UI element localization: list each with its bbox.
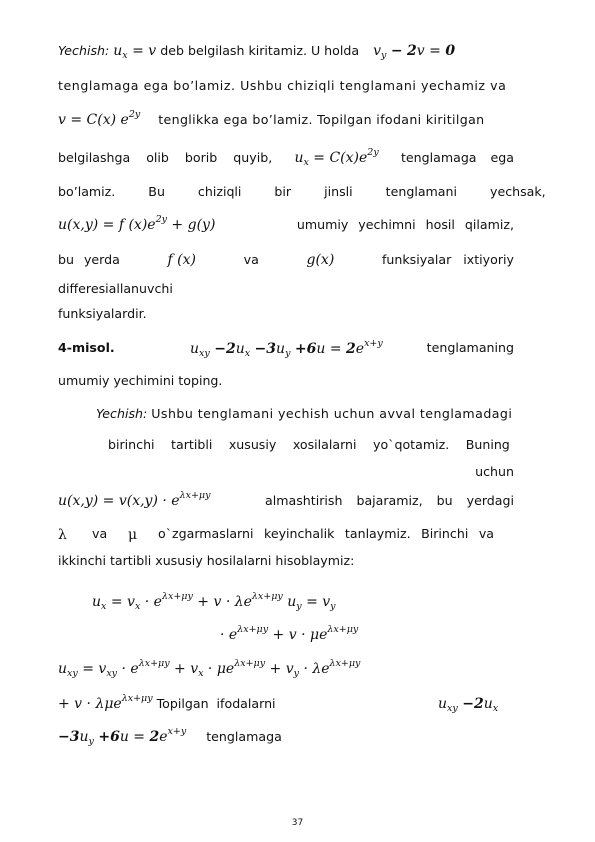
formula: $u_{xy} -2u_x$ [438, 696, 499, 714]
formula: $u_x = v_x \cdot e^{\lambda x+\mu y} + v \cdot \lambda e^{\lambda x+\mu y}$ $u_y = v_y$ [92, 591, 336, 612]
text: deb belgilash kiritamiz. U holda [160, 43, 360, 58]
text: tenglamaga [206, 729, 282, 744]
page-number: 37 [291, 818, 304, 828]
line-5 [58, 184, 546, 199]
formula: λ [58, 527, 67, 543]
formula: $u_{xy} -2u_x -3u_y +6u = 2e^{x+y}$ [190, 338, 383, 359]
formula: g(x) [306, 252, 335, 268]
line-10 [58, 338, 514, 359]
line-4 [58, 147, 514, 168]
line-3 [58, 109, 514, 128]
line-12 [96, 408, 514, 421]
line-18 [92, 591, 514, 612]
formula: f (x) [167, 252, 196, 268]
text: belgilashga olib borib quyib, [58, 150, 273, 165]
formula: μ [128, 527, 138, 543]
text: va [243, 252, 259, 267]
text: tenglamaga ega [400, 150, 514, 165]
line-15 [58, 490, 514, 509]
text: funksiyalardir. [58, 306, 147, 321]
line-19 [220, 624, 514, 643]
line-9 [58, 308, 514, 321]
line-14 [58, 466, 514, 479]
text: o`zgarmaslarni keyinchalik tanlaymiz. Birinchi va [158, 526, 494, 541]
line-21 [58, 726, 514, 747]
line-1 [58, 43, 514, 61]
line-13 [108, 439, 514, 452]
line-6 [58, 214, 514, 233]
text: tenglamaga ega bo’lamiz. Ushbu chiziqli tenglamani yechamiz va [58, 78, 507, 93]
formula: + v · λμe$^{\lambda x+\mu y}$ [58, 693, 153, 712]
text: tenglikka ega bo’lamiz. Topilgan ifodani kiritilgan [158, 112, 485, 127]
line-8 [58, 283, 514, 296]
yechish-label: Yechish: [58, 43, 110, 58]
yechish-label: Yechish: [96, 406, 148, 421]
formula: u(x,y) = f $(x)e^{2y} + g(y)$ [58, 214, 216, 233]
text: bu yerda [58, 252, 120, 267]
text: birinchi tartibli xususiy xosilalarni yo`qotamiz. Buning [108, 437, 510, 452]
text: va [92, 526, 108, 541]
line-17 [58, 555, 514, 568]
formula: $u_x = v$ [113, 43, 157, 61]
formula: $u_x = C(x)e^{2y}$ [294, 147, 379, 168]
text: almashtirish bajaramiz, bu yerdagi [265, 493, 514, 508]
text: bo’lamiz. Bu chiziqli bir jinsli tenglamani yechsak, [58, 184, 546, 199]
line-16 [58, 528, 514, 542]
formula: $u(x,y) = v(x,y) \cdot e^{\lambda x+\mu y}$ [58, 490, 211, 509]
text: umumiy yechimni hosil qilamiz, [296, 217, 514, 232]
line-11 [58, 375, 514, 388]
formula: v = C(x) $e^{2y}$ [58, 109, 141, 128]
text: tenglamaning [426, 340, 514, 355]
formula: $v_y - 2v = 0$ [373, 43, 456, 61]
text: funksiyalar ixtiyoriy [381, 252, 514, 267]
text: Topilgan ifodalarni [156, 696, 276, 711]
formula: $-3u_y +6u = 2e^{x+y}$ [58, 726, 187, 747]
example-label: 4-misol. [58, 340, 115, 355]
line-7 [58, 253, 514, 267]
formula: $u_{xy} = v_{xy} \cdot e^{\lambda x+\mu y} + v_x \cdot \mu e^{\lambda x+\mu y} + v_y \cdot \lambda e^{\lambda x+\mu y}$ [58, 658, 361, 679]
text: umumiy yechimini toping. [58, 373, 223, 388]
text: Ushbu tenglamani yechish uchun avval tenglamadagi [151, 406, 513, 421]
text: ikkinchi tartibli xususiy hosilalarni hisoblaymiz: [58, 553, 355, 568]
formula: · $e^{\lambda x+\mu y} + v \cdot \mu e^{\lambda x+\mu y}$ [220, 624, 359, 643]
line-20a [58, 658, 514, 679]
line-20 [58, 693, 514, 714]
text: uchun [475, 464, 514, 479]
line-2 [58, 80, 514, 93]
text: differesiallanuvchi [58, 281, 173, 296]
